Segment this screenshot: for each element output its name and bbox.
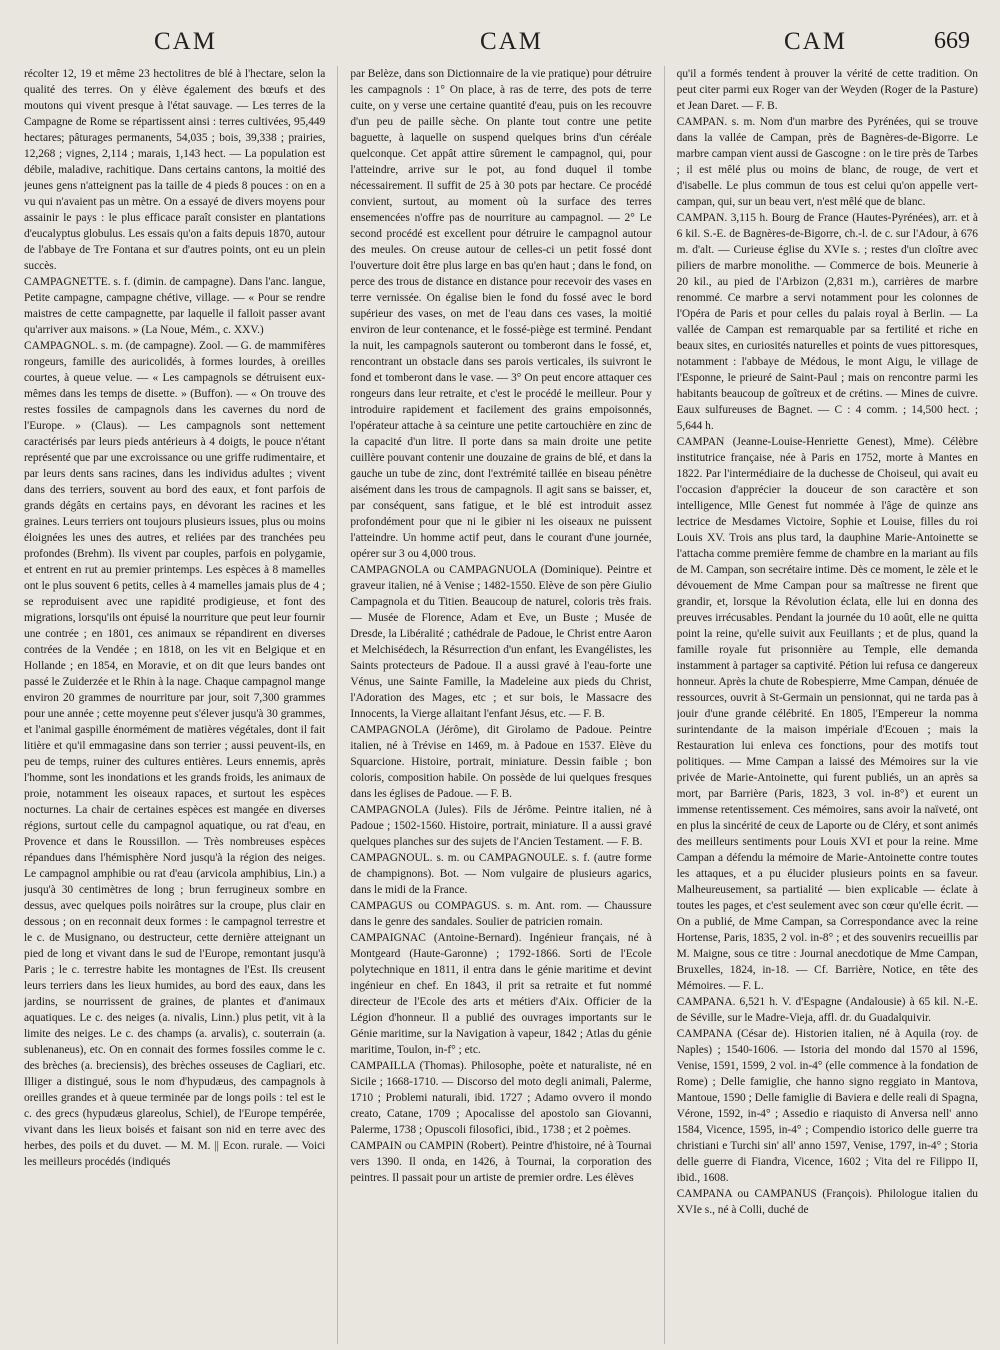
running-header (24, 22, 976, 62)
entry-campan-marbre: CAMPAN. s. m. Nom d'un marbre des Pyrénées, qui se trouve dans la vallée de Campan, près de Bagnères-de-Bigorre. Le marbre campan vient aussi de Gascogne : on le tire près de Tarbes ; il est mêlé plus ou moins de blanc, de rouge, de vert et d'isabelle. Le plus commun de tous est celui qu'on appelle vert-campan, qui, sur un beau vert, n'est mêlé que de blanc. (676, 116, 978, 208)
entry-campagnola-dominique: CAMPAGNOLA ou CAMPAGNUOLA (Dominique). Peintre et graveur italien, né à Venise ; 1482-1550. Elève de son père Giulio Campagnola et du Titien. Beaucoup de naturel, coloris très frais. — Musée de Florence, Adam et Eve, un Buste ; Musée de Dresde, la Libéralité ; cathédrale de Padoue, le Christ entre Aaron et Melchisédech, la Résurrection d'un enfant, les Evangélistes, les Saints protecteurs de Padoue. Il a aussi gravé à l'eau-forte une Vénus, une Sainte Famille, la Madeleine aux pieds du Christ, l'Adoration des Mages, etc ; et sur bois, le Massacre des Innocents, la Vierge allaitant l'enfant Jésus, etc. — F. B. (350, 564, 652, 720)
entry-campagnoul: CAMPAGNOUL. s. m. ou CAMPAGNOULE. s. f. (autre forme de champignons). Bot. — Nom vulgaire de plusieurs agarics, dans le midi de la France. (350, 852, 652, 896)
entry-campan-bourg: CAMPAN. 3,115 h. Bourg de France (Hautes-Pyrénées), arr. et à 6 kil. S.-E. de Bagnères-de-Bigorre, ch.-l. de c. sur l'Adour, à 676 m. d'alt. — Curieuse église du XVIe s. ; restes d'un cloître avec piliers de marbre monolithe. — Commerce de bois. Meunerie à 20 kil., au pied de l'Arbizon (2,831 m.), carrières de marbre renommé. Ce marbre a servi notamment pour les colonnes de l'Opéra de Paris et pour celles du palais royal à Berlin. — La vallée de Campan est remarquable par sa fertilité et riche en beaux sites, en curiosités naturelles et points de vues pittoresques, notamment : l'abbaye de Médous, le mont Aigu, le village de l'Esponne, le prieuré de Saint-Paul ; mais on rencontre parmi les habitants beaucoup de goîtreux et de crétins. — Mines de cuivre. Eaux sulfureuses de Bagnet. — C : 4 comm. ; 14,500 hect. ; 5,644 h. (676, 212, 978, 432)
column-divider (664, 66, 665, 1344)
entry-campagus: CAMPAGUS ou COMPAGUS. s. m. Ant. rom. — Chaussure dans le genre des sandales. Soulier de patricien romain. (350, 900, 652, 928)
text-columns (24, 66, 978, 1344)
column-2 (350, 66, 651, 1344)
entry-campagnola-jules: CAMPAGNOLA (Jules). Fils de Jérôme. Peintre italien, né à Padoue ; 1502-1560. Histoire, portrait, miniature. Il a aussi gravé quelques planches sur des sujets de l'Ancien Testament. — F. B. (350, 804, 652, 848)
entry-paragraph: qu'il a formés tendent à prouver la vérité de cette tradition. On peut citer parmi eux Roger van der Weyden (Roger de la Pasture) et Jean Daret. — F. B. (676, 68, 978, 112)
entry-campana-francois: CAMPANA ou CAMPANUS (François). Philologue italien du XVIe s., né à Colli, duché de (676, 1188, 978, 1216)
entry-campagnette: CAMPAGNETTE. s. f. (dimin. de campagne). Dans l'anc. langue, Petite campagne, campagne chétive, village. — « Pour se rendre maistres de cette campagnette, par laquelle il falloit passer avant qu'arriver aux maisons. » (La Noue, Mém., c. XXV.) (24, 276, 326, 336)
entry-campailla: CAMPAILLA (Thomas). Philosophe, poète et naturaliste, né en Sicile ; 1668-1710. — Discorso del moto degli animali, Palerme, 1710 ; Problemi naturali, ibid. 1727 ; Adamo ovvero il mondo creato, Catane, 1709 ; Apocalisse del apostolo san Giovanni, Palerme, 1738 ; Opuscoli filosofici, ibid., 1738 ; et 2 poèmes. (350, 1060, 652, 1136)
entry-paragraph: récolter 12, 19 et même 23 hectolitres de blé à l'hectare, selon la qualité des terres. On y élève également des bœufs et des moutons qui vivent presque à l'état sauvage. — Les terres de la Campagne de Rome se répartissent ainsi : terres cultivées, 95,449 hectares; pâturages permanents, 54,035 ; bois, 39,338 ; prairies, 12,268 ; vignes, 2,114 ; marais, 1,143 hect. — La population est débile, maladive, rachitique. Dans certains cantons, la moitié des jeunes gens n'atteignent pas la taille de 4 pieds 8 pouces : on en a vu qui n'avaient pas un mètre. On a essayé de divers moyens pour assainir le pays : le plus efficace paraît consister en plantations d'eucalyptus globulus. Les essais qu'on a faits depuis 1870, autour de l'abbaye de Tre Fontana et sur d'autres points, ont eu un plein succès. (24, 68, 326, 272)
page-number: 669 (934, 28, 970, 54)
header-right-guideword: CAM (784, 28, 847, 55)
column-divider (337, 66, 338, 1344)
entry-campana-ville: CAMPANA. 6,521 h. V. d'Espagne (Andalousie) à 65 kil. N.-E. de Séville, sur le Madre-Vieja, affl. dr. du Guadalquivir. (676, 996, 978, 1024)
header-left-guideword: CAM (154, 28, 217, 55)
entry-campaignac: CAMPAIGNAC (Antoine-Bernard). Ingénieur français, né à Montgeard (Haute-Garonne) ; 1792-1866. Sorti de l'Ecole polytechnique en 1811, il entra dans le génie maritime et devint ingénieur en chef. En 1843, il prit sa retraite et fut nommé directeur de l'Ecole des arts et métiers d'Aix. Officier de la Légion d'honneur. Il a publié des ouvrages importants sur le Génie maritime, sur la Navigation à vapeur, 1842 ; Atlas du génie maritime, Toulon, in-f° ; etc. (350, 932, 652, 1056)
entry-campana-cesar: CAMPANA (César de). Historien italien, né à Aquila (roy. de Naples) ; 1540-1606. — Istoria del mondo dal 1570 al 1596, Venise, 1591, 1599, 2 vol. in-4° (elle commence à la fondation de Rome) ; Delle famiglie, che hanno signo reggiato in Mantova, Mantoue, 1590 ; Delle famiglie di Baviera e delle reali di Spagna, Vérone, 1592, in-4° ; Assedio e riaquisto di Anversa nell' anno 1584, Vicence, 1595, in-4° ; Compendio istorico delle guerre tra christiani e Turchi sin' all' anno 1597, Venise, 1797, in-4° ; Storia delle guerre di Fiandra, Vicence, 1602 ; Vita del re Filippo II, ibid., 1608. (676, 1028, 978, 1184)
column-1 (24, 66, 325, 1344)
entry-campain: CAMPAIN ou CAMPIN (Robert). Peintre d'histoire, né à Tournai vers 1390. Il onda, en 1426, à Tournai, la corporation des peintres. Il passait pour un artiste de premier ordre. Les élèves (350, 1140, 652, 1184)
entry-paragraph: par Belèze, dans son Dictionnaire de la vie pratique) pour détruire les campagnols : 1° On place, à ras de terre, des pots de terre cuite, on y verse une certaine quantité d'eau, puis on les recouvre d'un peu de paille sèche. On plante tout contre une petite baguette, à laquelle on suspend quelques brins d'un céréale quelconque. Cet appât attire sûrement le campagnol, qui, pour l'atteindre, arrive sur le pot, au fond duquel il tombe nécessairement. Il suffit de 25 à 30 pots par hectare. Ce procédé convient, surtout, au moment où la surface des terres ensemencées n'offre pas de nourriture au campagnol. — 2° Le second procédé est excellent pour détruire le campagnol autour des meules. On creuse autour de celles-ci un petit fossé dont l'ouverture doit être plus large en bas qu'en haut ; dans le fond, on perce des trous de distance en distance pour recevoir des vases en terre vernissée. On égalise bien le fond du fossé avec le bord supérieur des vases, on met de l'eau dans ces vases, la moitié environ de leur contenance, et le fossé-piège est terminé. Pendant la nuit, les campagnols sauteront ou tomberont dans le fossé, et, rencontrant un obstacle dans ses parois verticales, ils suivront le fond et tomberont dans le vase. — 3° On peut encore attaquer ces rongeurs dans leur retraite, et c'est le procédé le meilleur. Pour y introduire rapidement et facilement des grains empoisonnés, l'opérateur attache à sa ceinture une petite cartouchière en zinc de la capacité d'un litre. Il porte dans sa main droite une petite cuillère pouvant contenir une douzaine de grains de blé, et dans la gauche un tube de zinc, dont l'extrémité taillée en biseau pénètre aisément dans les trous de campagnols. Il agit sans se baisser, et, par conséquent, sans fatigue, et le blé est introduit assez profondément pour que ni le gibier ni les oiseaux ne puissent l'atteindre. Un homme actif peut, dans le courant d'une journée, opérer sur 3 ou 4,000 trous. (350, 68, 652, 560)
entry-campagnola-jerome: CAMPAGNOLA (Jérôme), dit Girolamo de Padoue. Peintre italien, né à Trévise en 1469, m. à Padoue en 1537. Elève du Squarcione. Histoire, portrait, miniature. Dessin faible ; bon coloris, composition habile. On possède de lui quelques fresques dans les églises de Padoue. — F. B. (350, 724, 652, 800)
column-3 (677, 66, 978, 1344)
entry-campan-madame: CAMPAN (Jeanne-Louise-Henriette Genest), Mme). Célèbre institutrice française, née à Paris en 1752, morte à Mantes en 1822. Par l'intermédiaire de la duchesse de Choiseul, qui avait eu l'occasion d'apprécier la douceur de son caractère et son intelligence, Mlle Genest fut nommée à l'âge de quinze ans lectrice de Mesdames Victoire, Sophie et Louise, filles du roi Louis XV. Trois ans plus tard, la dauphine Marie-Antoinette se l'attacha comme première femme de chambre en la mariant au fils de M. Campan, son secrétaire intime. Dès ce moment, le zèle et le dévouement de Mme Campan pour sa maîtresse ne firent que grandir, et, lorsque la Révolution éclata, elle lui en donna des preuves irrécusables. Pendant la journée du 10 août, elle ne quitta point la reine, qu'elle suivit aux Feuillants ; et de plus, quand la famille royale fut prisonnière au Temple, elle demanda instamment à partager sa captivité. Pétion lui refusa ce dangereux honneur. Après la chute de Robespierre, Mme Campan, dénuée de ressources, ouvrit à St-Germain un pensionnat, qui ne tarda pas à jouir d'une grande célébrité. En 1805, l'Empereur la nomma surintendante de la maison impériale d'Ecouen ; mais la Restauration lui enleva ces fonctions, pour des motifs tout politiques. — Mme Campan a laissé des Mémoires sur la vie privée de Marie-Antoinette, qui furent publiés, un an après sa mort, par Barrière (Paris, 1823, 3 vol. in-8°) et eurent un immense retentissement. Ces mémoires, sans avoir la naïveté, ont en plus la sincérité de ceux de Laporte ou de Cléry, et sont animés des meilleurs sentiments pour Louis XVI et pour la reine. Mme Campan a défendu la mémoire de Marie-Antoinette contre toutes les attaques, et a pu élucider plusieurs points en sa faveur. Malheureusement, sa partialité — bien explicable — éclate à toutes les pages, et c'est seulement avec son cœur qu'elle écrit. — On a publié, de Mme Campan, sa Correspondance avec la reine Hortense, Paris, 1835, 2 vol. in-8° ; et des souvenirs recueillis par M. Maigne, sous ce titre : Journal anecdotique de Mme Campan, Bruxelles, 1824, in-18. — Cf. Barrière, Notice, en tête des Mémoires. — F. L. (676, 436, 978, 992)
entry-campagnol: CAMPAGNOL. s. m. (de campagne). Zool. — G. de mammifères rongeurs, famille des auricolidés, à formes lourdes, à oreilles courtes, à queue velue. — « Les campagnols se détruisent eux-mêmes dans les temps de disette. » (Buffon). — « On trouve des restes fossiles de campagnols dans les cavernes du nord de l'Europe. » (Claus). — Les campagnols sont nettement caractérisés par leurs pieds antérieurs à 4 doigts, le pouce n'étant représenté que par une excroissance ou une griffe rudimentaire, et par leurs dents sans racines, dans les individus adultes ; vivent dans des terriers, souvent au bord des eaux, et font parfois de grands dégâts en certains pays, en dévorant les racines et les graines. Leurs terriers ont toujours plusieurs issues, plus ou moins éloignées les unes des autres, et reliées par des tranchées peu profondes (Brehm). Ils vivent par couples, parfois en polygamie, et entrent en rut au premier printemps. Les espèces à 8 mamelles ont le plus souvent 6 petits, celles à 4 mamelles jamais plus de 4 ; se reproduisent avec une rapidité prodigieuse, et font des migrations, lorsqu'ils ont épuisé la nourriture que peut leur fournir une contrée ; en 1801, ces animaux se répandirent en diverses contrées de la Vendée ; en 1818, on les vit en Belgique et en Hollande ; en 1854, en Moravie, et on dit que leurs bandes ont passé le Zuiderzée et le Rhin à la nage. Chaque campagnol mange environ 20 grammes de nourriture par jour, soit 7,300 grammes pour une année ; cette moyenne peut s'élever jusqu'à 30 grammes, et l'animal gaspille énormément de matières végétales, dont il fait litière et qu'il emmagasine dans son terrier ; aussi peuvent-ils, en peu de temps, ruiner des cultures entières. Leurs ennemis, après l'homme, sont les inondations et les grands froids, les animaux de proie, notamment les oiseaux rapaces, et surtout les espèces nocturnes. La chair de certaines espèces est mangée en diverses régions, surtout celle du campagnol aquatique, ou rat d'eau, en Provence et dans le Roussillon. — Très nombreuses espèces répandues dans l'hémisphère Nord jusqu'à la région des neiges. Le campagnol amphibie ou rat d'eau (arvicola amphibius, Lin.) a jusqu'à 30 centimètres de long ; brun ferrugineux sombre en dessus, avec quelques poils noirâtres sur la croupe, plus clair en dessous ; on en reconnait deux formes : le campagnol terrestre et le c. de Musignano, ou destructeur, cette dernière atteignant un pied de long et vivant dans le sud de l'Europe, remontant jusqu'à Paris ; le c. terrestre habite les montagnes de l'Est. Ils creusent leurs terriers dans les lieux humides, au bord des eaux, dans les jardins, se nourrissent de graines, de plantes et d'animaux aquatiques. Le c. des neiges (a. nivalis, Linn.) plus petit, vit à la limite des neiges. Le c. des champs (a. arvalis), c. souterrain (a. sublenaneus), etc. On en connait des formes fossiles comme le c. des brèches (a. breciensis), des brèches osseuses de Cagliari, etc. Illiger a distingué, sous le nom d'hypudæus, des campagnols à oreilles grandes et à queue terminée par de longs poils : tel est le c. des grecs (hypudæus glareolus, Schiel), de l'Europe tempérée, vivant dans les lieux boisés et faisant son nid en terre avec des herbes, des poils et du duvet. — M. M. || Econ. rurale. — Voici les meilleurs procédés (indiqués (24, 340, 326, 1168)
header-center-guideword: CAM (480, 28, 543, 55)
